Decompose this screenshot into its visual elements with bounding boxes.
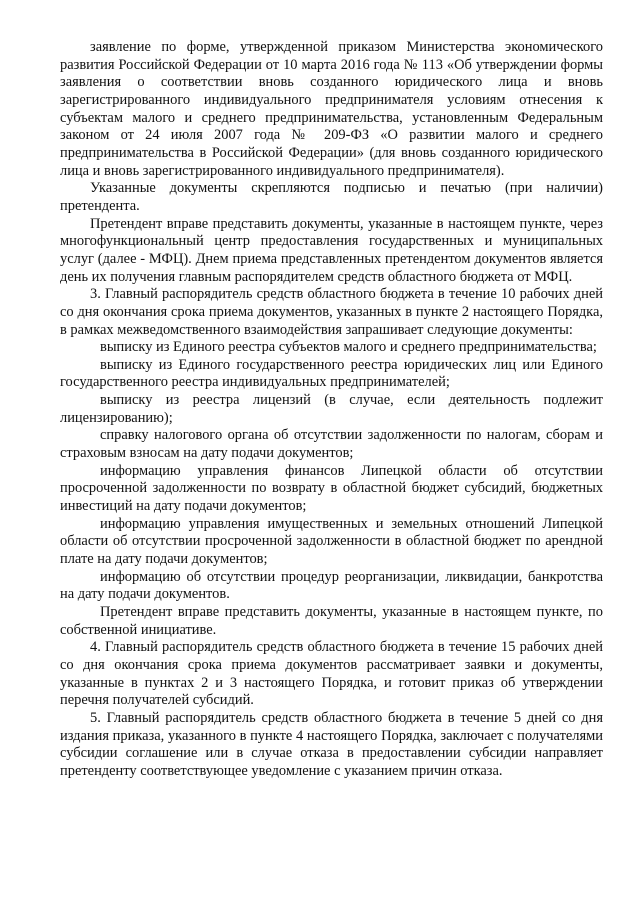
list-item-license-registry-extract: выписку из реестра лицензий (в случае, если деятельность подлежит лицензированию); [60, 392, 603, 426]
list-item-finance-dept-info: информацию управления финансов Липецкой области об отсутствии просроченной задолженности по возврату в областной бюджет субсидий, бюджетных инвестиций на дату подачи документов; [60, 462, 603, 515]
list-item-sme-registry-extract: выписку из Единого реестра субъектов малого и среднего предпринимательства; [100, 339, 597, 356]
paragraph-own-initiative: Претендент вправе представить документы, указанные в настоящем пункте, по собственной инициативе. [60, 604, 603, 638]
paragraph-item-4: 4. Главный распорядитель средств областного бюджета в течение 15 рабочих дней со дня окончания срока приема документов рассматривает заявки и документы, указанные в пунктах 2 и 3 настоящего Порядка, и готовит приказ об утверждении перечня получателей субсидий. [60, 639, 603, 709]
list-item-reorganization-info: информацию об отсутствии процедур реорганизации, ликвидации, банкротства на дату подачи документов. [60, 568, 603, 603]
list-item-property-dept-info: информацию управления имущественных и земельных отношений Липецкой области об отсутствии просроченной задолженности в областной бюджет по арендной плате на дату подачи документов; [60, 515, 603, 568]
paragraph-item-3: 3. Главный распорядитель средств областного бюджета в течение 10 рабочих дней со дня окончания срока приема документов, указанных в пункте 2 настоящего Порядка, в рамках межведомственного взаимодействия запрашивает следующие документы: [60, 286, 603, 338]
paragraph-application-form: заявление по форме, утвержденной приказом Министерства экономического развития Российской Федерации от 10 марта 2016 года № 113 «Об утверждении формы заявления о соответствии вновь созданного юридического лица и вновь зарегистрированного индивидуального предпринимателя условиям отнесения к субъектам малого и среднего предпринимательства, установленным Федеральным законом от 24 июля 2007 года № 209-ФЗ «О развитии малого и среднего предпринимательства в Российской Федерации» (для вновь созданного юридического лица и вновь зарегистрированного индивидуального предпринимателя). [60, 39, 603, 179]
list-item-tax-certificate: справку налогового органа об отсутствии задолженности по налогам, сборам и страховым взносам на дату подачи документов; [60, 427, 603, 462]
paragraph-documents-signed: Указанные документы скрепляются подписью и печатью (при наличии) претендента. [60, 180, 603, 214]
list-item-state-registry-extract: выписку из Единого государственного реестра юридических лиц или Единого государственного реестра индивидуальных предпринимателей; [60, 356, 603, 391]
paragraph-mfc-submission: Претендент вправе представить документы, указанные в настоящем пункте, через многофункциональный центр предоставления государственных и муниципальных услуг (далее - МФЦ). Днем приема представленных претендентом документов является день их получения главным распорядителем средств областного бюджета от МФЦ. [60, 215, 603, 285]
paragraph-item-5: 5. Главный распорядитель средств областного бюджета в течение 5 дней со дня издания приказа, указанного в пункте 4 настоящего Порядка, заключает с получателями субсидии соглашение или в случае отказа в предоставлении субсидии направляет претенденту соответствующее уведомление с указанием причин отказа. [60, 709, 603, 779]
